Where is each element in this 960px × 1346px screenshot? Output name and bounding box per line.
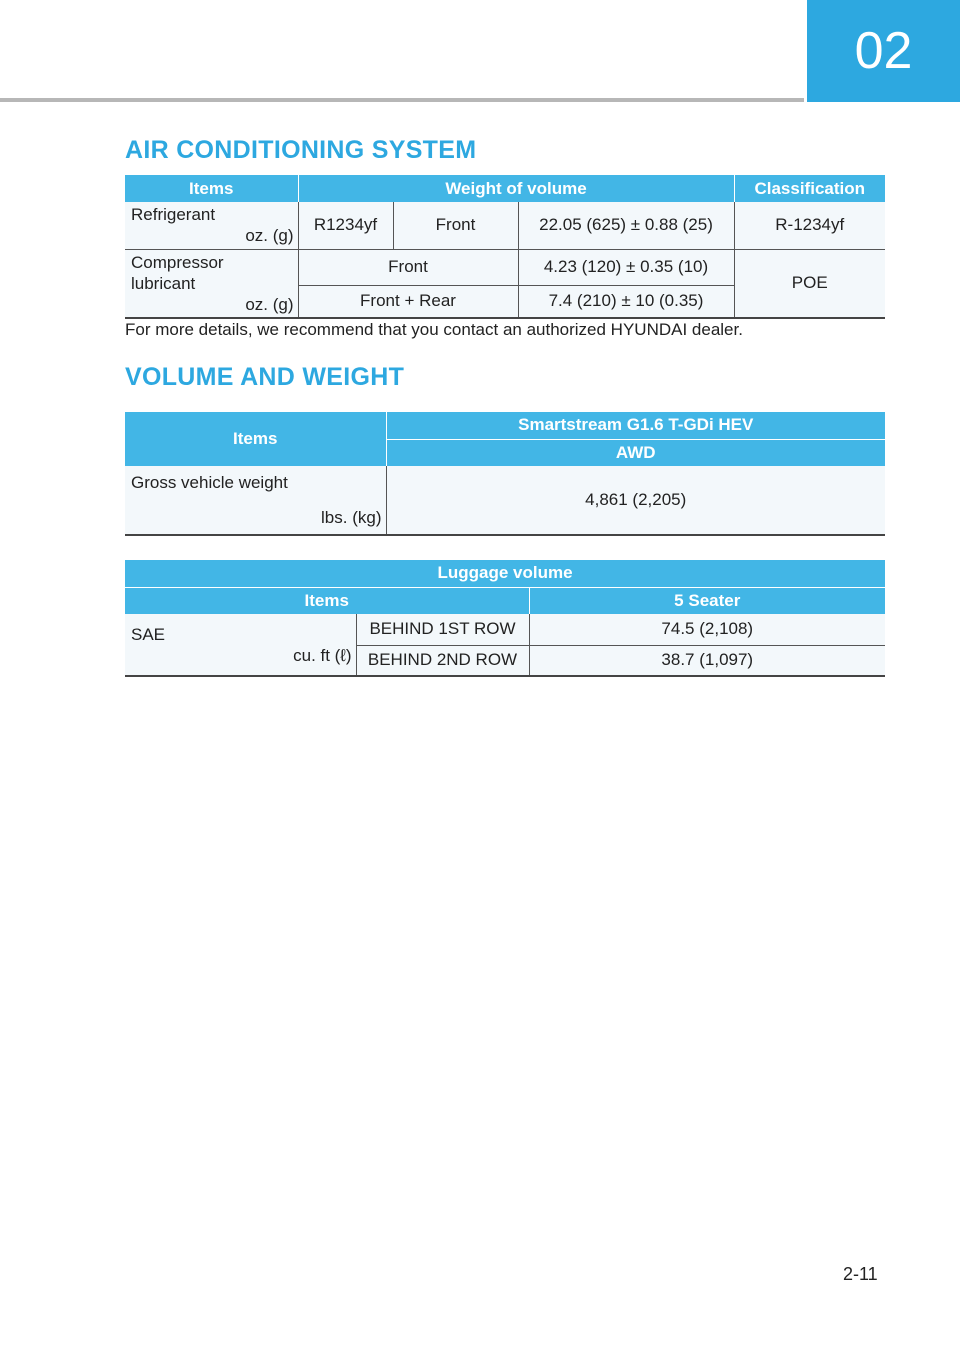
gvw-value: 4,861 (2,205) (386, 466, 885, 535)
ac-table (125, 175, 885, 319)
compressor-position-front-rear: Front + Rear (298, 285, 518, 318)
luggage-table (125, 560, 885, 677)
luggage-header-seater: 5 Seater (529, 587, 885, 614)
compressor-class: POE (734, 249, 885, 318)
ac-header-weight: Weight of volume (298, 175, 734, 202)
ac-section-title: AIR CONDITIONING SYSTEM (125, 136, 477, 164)
weight-header-items: Items (125, 412, 386, 466)
gvw-label-cell (125, 466, 386, 535)
weight-header-engine: Smartstream G1.6 T-GDi HEV (386, 412, 885, 439)
sae-label-cell (125, 614, 356, 676)
luggage-header-items: Items (125, 587, 529, 614)
compressor-position-front: Front (298, 249, 518, 285)
luggage-row-value: 38.7 (1,097) (529, 645, 885, 676)
refrigerant-label: Refrigerant (131, 205, 216, 225)
refrigerant-amount: 22.05 (625) ± 0.88 (25) (518, 202, 734, 249)
refrigerant-position: Front (393, 202, 518, 249)
compressor-unit: oz. (g) (245, 294, 294, 314)
sae-label: SAE (131, 624, 166, 644)
compressor-label-line2: lubricant (131, 273, 196, 293)
ac-header-classification: Classification (734, 175, 885, 202)
ac-header-items: Items (125, 175, 298, 202)
chapter-tab: 02 (807, 0, 960, 102)
weight-table (125, 412, 885, 536)
compressor-label-line1: Compressor (131, 252, 224, 272)
compressor-label-cell (125, 249, 298, 318)
refrigerant-label-cell (125, 202, 298, 249)
luggage-row-value: 74.5 (2,108) (529, 614, 885, 645)
refrigerant-class: R-1234yf (734, 202, 885, 249)
gvw-unit: lbs. (kg) (321, 508, 382, 527)
header-rule (0, 98, 804, 102)
refrigerant-type: R1234yf (298, 202, 393, 249)
luggage-row-name: BEHIND 2ND ROW (356, 645, 529, 676)
weight-header-drive: AWD (386, 439, 885, 466)
ac-note: For more details, we recommend that you contact an authorized HYUNDAI dealer. (125, 320, 743, 339)
gvw-label: Gross vehicle weight (131, 473, 288, 492)
sae-unit: cu. ft (ℓ) (293, 645, 352, 665)
compressor-amount-front: 4.23 (120) ± 0.35 (10) (518, 249, 734, 285)
luggage-title: Luggage volume (125, 560, 885, 587)
compressor-amount-front-rear: 7.4 (210) ± 10 (0.35) (518, 285, 734, 318)
refrigerant-unit: oz. (g) (245, 226, 294, 246)
page-number: 2-11 (843, 1264, 878, 1284)
vw-section-title: VOLUME AND WEIGHT (125, 363, 405, 391)
luggage-row-name: BEHIND 1ST ROW (356, 614, 529, 645)
